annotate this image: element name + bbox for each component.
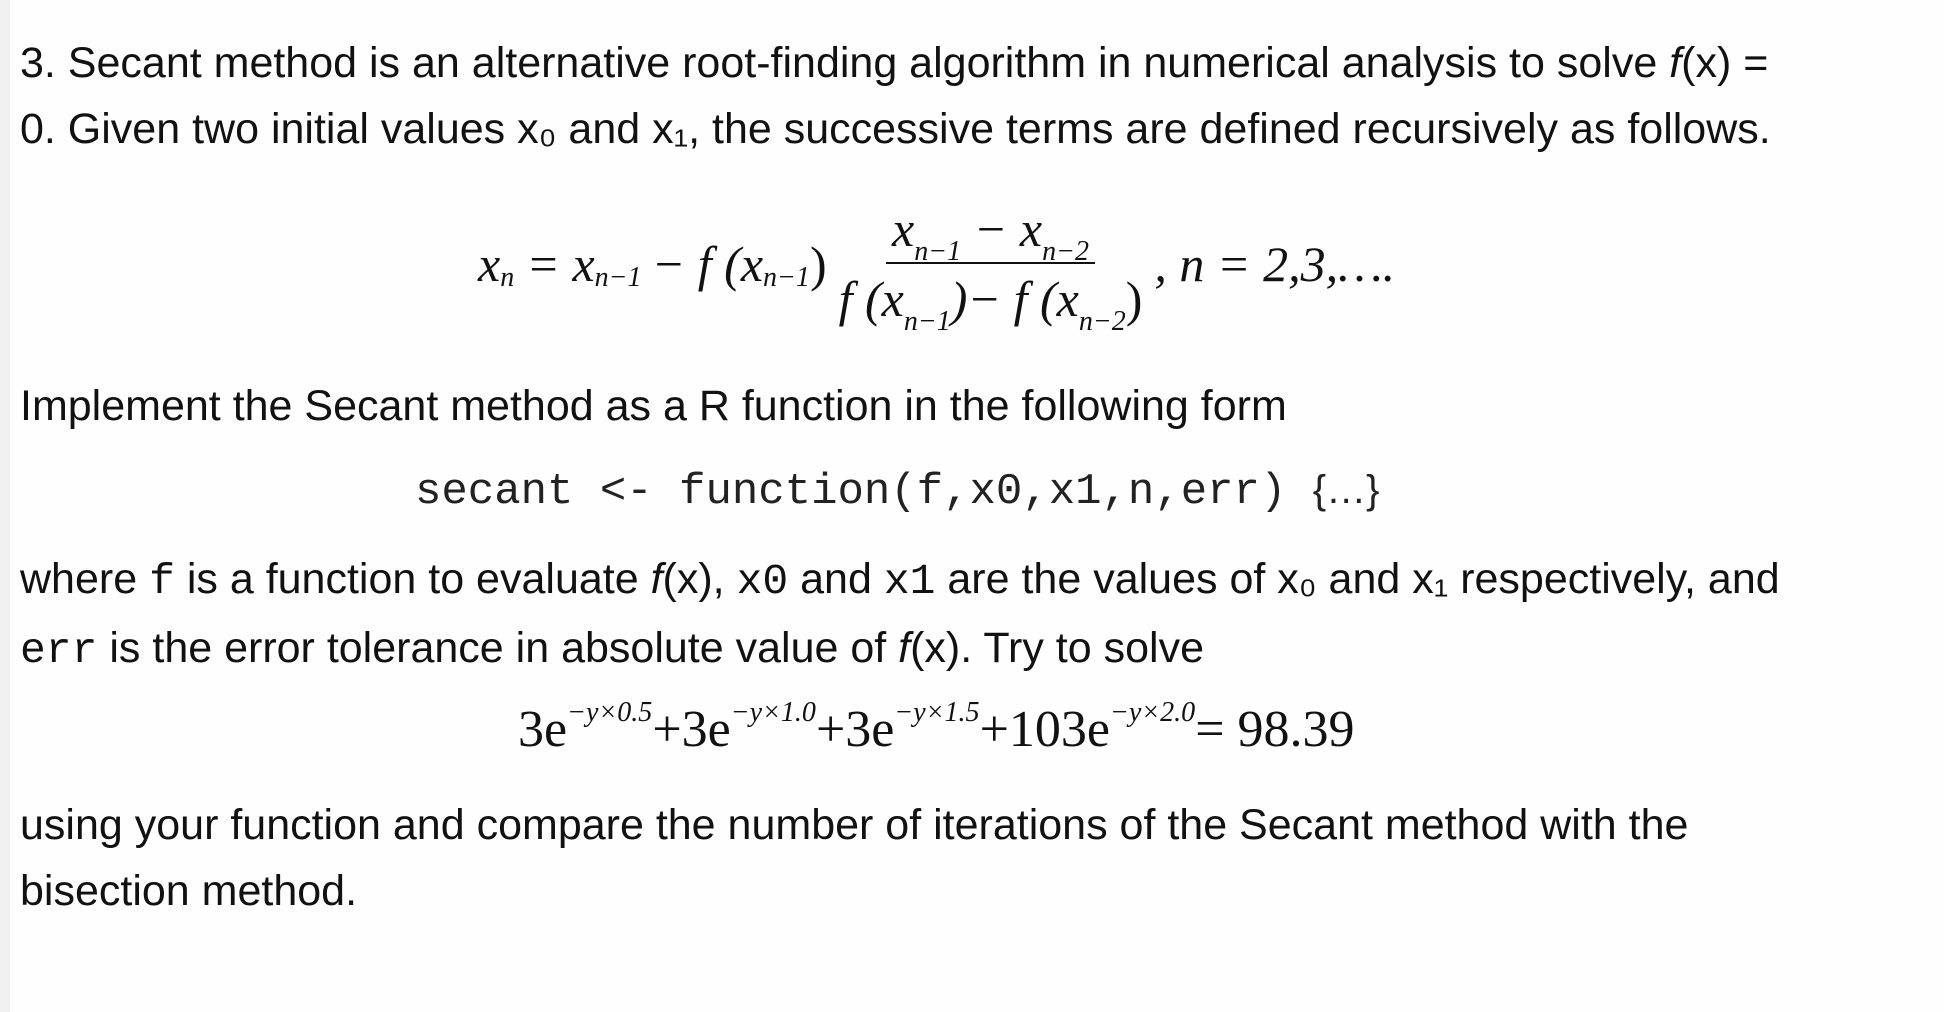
formula-denominator <box>833 264 1149 337</box>
using-line-2: bisection method. <box>20 867 358 915</box>
formula-fraction <box>833 200 1149 337</box>
formula-lhs: x <box>478 236 501 292</box>
formula-tail: , n = 2,3,…. <box>1154 236 1396 292</box>
den-sub-1: n−1 <box>903 306 951 337</box>
fx-arg: (x) = <box>1681 39 1769 87</box>
where-paragraph <box>20 546 1780 684</box>
num-minus: − x <box>973 201 1043 257</box>
where-fx: f <box>650 555 663 603</box>
where-t3: (x), <box>662 555 737 603</box>
where-x1-code: x1 <box>883 557 936 606</box>
eq-rhs: = 98.39 <box>1195 701 1355 758</box>
eq-exp-1: −y×0.5 <box>567 697 653 728</box>
where-t2: is a function to evaluate <box>174 555 651 603</box>
where-t1: where <box>20 555 150 603</box>
where-t5: are the values of x₀ and x₁ respectively, and <box>935 555 1780 603</box>
eq-exp-4: −y×2.0 <box>1109 697 1196 728</box>
num-x: x <box>892 201 915 257</box>
implement-instruction: Implement the Secant method as a R function in the following form <box>20 382 1287 430</box>
eq-term-2: +3e <box>652 701 731 758</box>
formula-eq: = x <box>526 236 595 292</box>
formula-sub-a: n−1 <box>594 262 642 293</box>
den-sub-2: n−2 <box>1078 306 1126 337</box>
where-fx2: f <box>898 624 911 672</box>
problem-line-2: 0. Given two initial values x₀ and x₁, the successive terms are defined recursively as follows. <box>20 105 1771 153</box>
code-text: secant <- function(f,x0,x1,n,err) <box>415 467 1313 517</box>
formula-lhs-sub: n <box>500 262 515 293</box>
where-f-code: f <box>149 557 175 606</box>
where-t7: (x). Try to solve <box>910 624 1204 672</box>
problem-line-1 <box>20 30 1771 96</box>
code-ellipsis: {…} <box>1312 468 1380 512</box>
where-t6: is the error tolerance in absolute value of <box>97 624 899 672</box>
target-equation <box>518 697 1355 759</box>
eq-exp-3: −y×1.5 <box>894 697 980 728</box>
eq-term-4: +103e <box>979 701 1110 758</box>
eq-term-3: +3e <box>815 701 895 758</box>
fx-italic: f <box>1669 39 1682 87</box>
eq-exp-2: −y×1.0 <box>730 697 816 728</box>
where-x0-code: x0 <box>736 557 789 606</box>
secant-formula <box>478 200 1396 337</box>
den-f1: f (x <box>838 271 904 327</box>
formula-minus-f: − f (x <box>651 236 764 292</box>
eq-term-1: 3e <box>518 701 568 758</box>
problem-line-1-text: 3. Secant method is an alternative root-finding algorithm in numerical analysis to solve <box>20 39 1670 87</box>
problem-statement <box>20 30 1771 162</box>
using-line-1: using your function and compare the number of iterations of the Secant method with the <box>20 801 1689 849</box>
num-sub-2: n−2 <box>1042 236 1089 267</box>
where-line-2 <box>20 615 1780 684</box>
den-close: ) <box>1125 271 1143 327</box>
where-err-code: err <box>20 626 98 675</box>
formula-close: ) <box>809 236 827 292</box>
left-edge <box>0 0 10 1012</box>
using-paragraph <box>20 792 1688 924</box>
where-line-1 <box>20 546 1780 615</box>
den-mid: )− f (x <box>950 271 1079 327</box>
formula-numerator <box>886 200 1095 267</box>
where-t4: and <box>788 555 884 603</box>
num-sub-1: n−1 <box>914 236 962 267</box>
code-signature <box>415 456 1379 525</box>
formula-sub-b: n−1 <box>763 262 810 293</box>
